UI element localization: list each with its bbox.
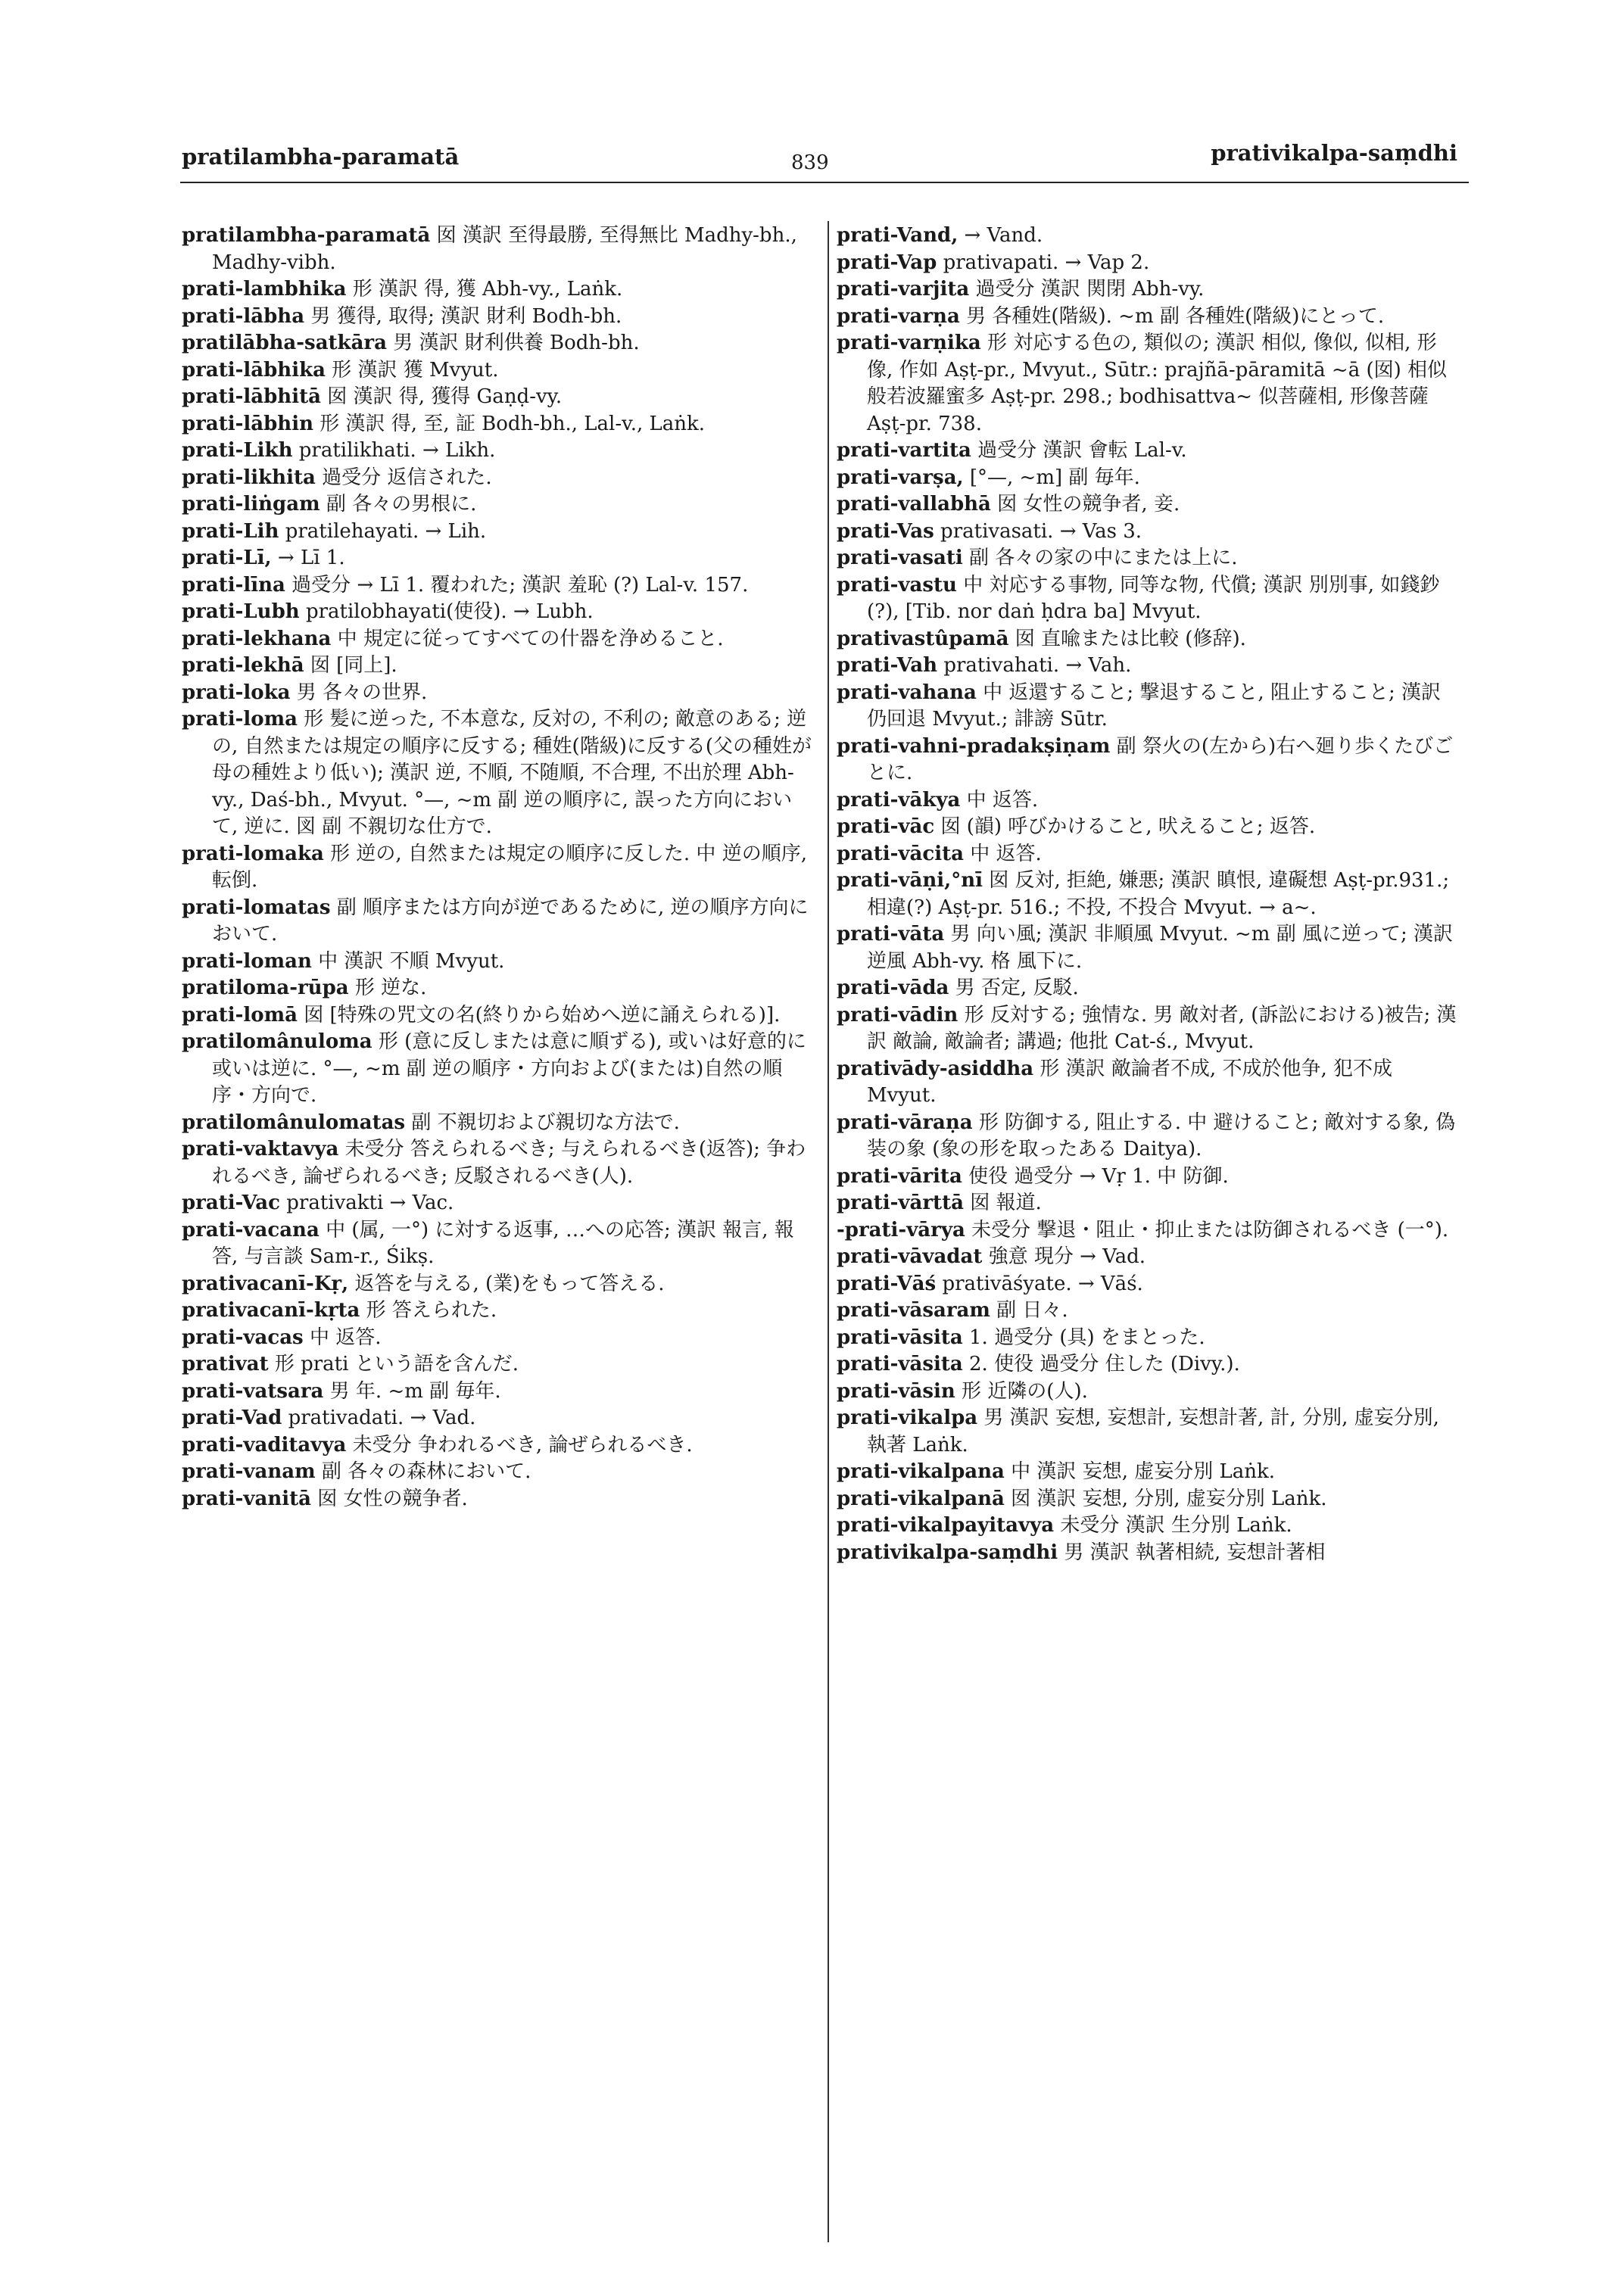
entry-headword: prati-vāsin: [837, 1379, 955, 1403]
entry-definition: 囡 漢訳 至得最勝, 至得無比 Madhy-bh., Madhy-vibh.: [212, 224, 797, 274]
dictionary-entry: [182, 491, 812, 519]
entry-definition: 過受分 漢訳 関閉 Abh-vy.: [975, 278, 1205, 301]
dictionary-entry: [182, 895, 812, 949]
dictionary-entry: [837, 787, 1461, 815]
dictionary-entry: [837, 921, 1461, 975]
entry-definition: 囡 女性の競争者.: [317, 1487, 468, 1510]
entry-headword: prati-vanam: [182, 1460, 316, 1483]
entry-definition: 過受分 返信された.: [322, 466, 492, 489]
dictionary-entry: [837, 1351, 1461, 1379]
entry-headword: prati-vikalpa: [837, 1407, 978, 1429]
entry-definition: 2. 使役 過受分 住した (Divy.).: [969, 1353, 1240, 1375]
entry-headword: prati-vahni-pradakṣiṇam: [837, 734, 1111, 758]
dictionary-entry: [837, 1405, 1461, 1459]
dictionary-entry: [182, 1432, 812, 1460]
entry-headword: prati-Lī,: [182, 547, 272, 569]
dictionary-entry: [837, 1325, 1461, 1352]
entry-definition: 未受分 撃退・阻止・抑止または防御されるべき (一°).: [971, 1218, 1449, 1242]
entry-definition: 副 各々の森林において.: [321, 1460, 531, 1483]
entry-definition: 形 漢訳 得, 獲 Abh-vy., Laṅk.: [352, 278, 623, 301]
entry-definition: prativadati. → Vad.: [288, 1407, 476, 1429]
entry-headword: prati-lābhika: [182, 358, 326, 382]
dictionary-entry: [182, 949, 812, 976]
entry-headword: prati-Likh: [182, 439, 293, 462]
entry-headword: pratilābha-satkāra: [182, 332, 387, 354]
dictionary-entry: [182, 706, 812, 841]
entry-headword: prati-Vāś: [837, 1272, 937, 1295]
dictionary-entry: [182, 1298, 812, 1325]
entry-definition: 中 返答.: [966, 788, 1039, 812]
entry-definition: prativakti → Vac.: [286, 1192, 454, 1214]
entry-definition: 囡 漢訳 妄想, 分別, 虚妄分別 Laṅk.: [1011, 1487, 1327, 1510]
entry-headword: pratilomânuloma: [182, 1030, 372, 1053]
entry-definition: 形 反対する; 強情な. 男 敵対者, (訴訟における)被告; 漢訳 敵論, 敵論者; 講過; 他批 Cat-ś., Mvyut.: [867, 1003, 1457, 1053]
entry-definition: 形 漢訳 獲 Mvyut.: [332, 358, 499, 382]
entry-headword: prati-lekhā: [182, 654, 304, 677]
entry-headword: prati-Vas: [837, 519, 934, 543]
entry-headword: prati-Vand,: [837, 224, 959, 247]
entry-headword: prati-liṅgam: [182, 493, 320, 516]
entry-definition: 過受分 → Lī 1. 覆われた; 漢訳 羞恥 (?) Lal-v. 157.: [291, 573, 749, 597]
dictionary-entry: [182, 1325, 812, 1352]
entry-definition: 未受分 争われるべき, 論ぜられるべき.: [352, 1433, 693, 1456]
entry-headword: prati-vāsita: [837, 1326, 963, 1349]
entry-definition: 男 漢訳 妄想, 妄想計, 妄想計著, 計, 分別, 虚妄分別, 執著 Laṅk.: [867, 1407, 1439, 1456]
entry-definition: prativāśyate. → Vāś.: [942, 1272, 1143, 1295]
entry-definition: 副 不親切および親切な方法で.: [411, 1111, 680, 1134]
dictionary-entry: [837, 250, 1461, 277]
dictionary-entry: [182, 572, 812, 600]
dictionary-entry: [837, 1164, 1461, 1191]
dictionary-entry: [837, 572, 1461, 626]
entry-definition: prativapati. → Vap 2.: [943, 251, 1150, 274]
entry-headword: prativastûpamā: [837, 627, 1009, 650]
entry-headword: prati-vārita: [837, 1164, 962, 1188]
entry-headword: prati-vallabhā: [837, 493, 991, 516]
dictionary-entry: [182, 330, 812, 357]
dictionary-entry: [837, 1056, 1461, 1110]
dictionary-entry: [837, 1540, 1461, 1567]
entry-headword: prati-vādin: [837, 1003, 959, 1027]
entry-definition: 囡 反対, 拒絶, 嫌悪; 漢訳 瞋恨, 違礙想 Aṣṭ-pr.931.; 相違(?) Aṣṭ-pr. 516.; 不投, 不投合 Mvyut. → a~.: [867, 869, 1450, 919]
entry-headword: prativādy-asiddha: [837, 1057, 1034, 1080]
entry-definition: 囡 (韻) 呼びかけること, 吠えること; 返答.: [940, 815, 1316, 838]
entry-definition: 副 各々の男根に.: [326, 493, 477, 516]
entry-headword: prati-varjita: [837, 278, 970, 301]
entry-headword: prati-lomatas: [182, 896, 331, 919]
entry-headword: prati-vahana: [837, 681, 977, 704]
dictionary-entry: [182, 1002, 812, 1030]
entry-headword: -prati-vārya: [837, 1218, 965, 1242]
entry-definition: 囡 漢訳 得, 獲得 Gaṇḍ-vy.: [327, 385, 563, 408]
entry-headword: prati-Lih: [182, 519, 279, 543]
entry-definition: 過受分 漢訳 會転 Lal-v.: [977, 439, 1187, 462]
entry-headword: prati-vikalpanā: [837, 1487, 1005, 1510]
dictionary-entry: [182, 519, 812, 546]
entry-headword: prati-vacana: [182, 1218, 320, 1242]
entry-headword: prati-vatsara: [182, 1379, 324, 1403]
entry-definition: 男 否定, 反駁.: [955, 977, 1079, 999]
entry-headword: prati-lambhika: [182, 278, 347, 301]
column-divider: [828, 221, 829, 2242]
entry-definition: 形 逆な.: [354, 977, 427, 999]
dictionary-entry: [837, 465, 1461, 492]
entry-headword: prati-vastu: [837, 573, 957, 597]
entry-definition: 形 漢訳 敵論者不成, 不成於他争, 犯不成 Mvyut.: [867, 1057, 1392, 1107]
dictionary-entry: [182, 384, 812, 411]
entry-headword: prativikalpa-saṃdhi: [837, 1541, 1058, 1564]
header-rule: [180, 182, 1469, 183]
dictionary-entry: [837, 626, 1461, 653]
entry-definition: 囡 [同上].: [310, 654, 397, 677]
entry-definition: 中 (属, 一°) に対する返事, …への応答; 漢訳 報言, 報答, 与言談 Sam-r., Śikṣ.: [212, 1218, 794, 1268]
entry-definition: 形 対応する色の, 類似の; 漢訳 相似, 像似, 似相, 形像, 作如 Aṣṭ-pr., Mvyut., Sūtr.: prajñā-pāramitā ~ā (囡) 相似般若波羅蜜多 Aṣṭ-pr. 298.; bodhisattva~ 似菩薩相, 形像菩薩 Aṣṭ-pr. 738.: [867, 332, 1448, 435]
entry-definition: 1. 過受分 (具) をまとった.: [969, 1326, 1205, 1349]
entry-definition: [°—, ~m] 副 毎年.: [969, 466, 1140, 489]
entry-headword: pratilambha-paramatā: [182, 224, 431, 247]
entry-headword: prati-lābha: [182, 304, 305, 328]
dictionary-entry: [837, 1271, 1461, 1298]
entry-headword: prati-vāc: [837, 815, 935, 838]
dictionary-entry: [182, 1110, 812, 1137]
entry-definition: 強意 現分 → Vad.: [988, 1245, 1146, 1268]
entry-headword: prati-varṇika: [837, 332, 981, 354]
entry-definition: 形 防御する, 阻止する. 中 避けること; 敵対する象, 偽装の象 (象の形を取ったある Daitya).: [867, 1111, 1456, 1161]
entry-definition: 囡 [特殊の咒文の名(終りから始めへ逆に誦えられる)].: [304, 1003, 781, 1027]
entry-headword: prati-Vac: [182, 1192, 280, 1214]
entry-definition: 副 日々.: [996, 1299, 1068, 1322]
entry-headword: prati-lomaka: [182, 842, 324, 865]
dictionary-entry: [837, 1486, 1461, 1513]
entry-definition: 形 髪に逆った, 不本意な, 反対の, 不利の; 敵意のある; 逆の, 自然または規定の順序に反する; 種姓(階級)に反する(父の種姓が母の種姓より低い); 漢訳 逆, 不順, 不随順, 不合理, 不出於理 Abh-vy., Daś-bh., Mvyut. °—, ~m 副 逆の順序に, 誤った方向において, 逆に. 図 副 不親切な仕方で.: [212, 708, 812, 838]
entry-definition: prativasati. → Vas 3.: [940, 519, 1142, 543]
entry-definition: 副 各々の家の中にまたは上に.: [969, 547, 1238, 569]
entry-definition: 男 漢訳 財利供養 Bodh-bh.: [393, 332, 640, 354]
entry-definition: 中 規定に従ってすべての什器を浄めること.: [337, 627, 724, 650]
dictionary-entry: [837, 491, 1461, 519]
entry-definition: 中 漢訳 妄想, 虚妄分別 Laṅk.: [1011, 1460, 1276, 1483]
entry-headword: pratiloma-rūpa: [182, 977, 349, 999]
entry-headword: prativacanī-kṛta: [182, 1299, 360, 1322]
page-number: 839: [791, 151, 829, 174]
dictionary-entry: [182, 1379, 812, 1406]
entry-definition: pratilobhayati(使役). → Lubh.: [305, 600, 594, 623]
dictionary-entry: [837, 1244, 1461, 1271]
entry-definition: 囡 直喩または比較 (修辞).: [1015, 627, 1246, 650]
entry-headword: prati-vanitā: [182, 1487, 311, 1510]
dictionary-entry: [837, 680, 1461, 734]
dictionary-entry: [837, 330, 1461, 438]
entry-definition: 形 漢訳 得, 至, 証 Bodh-bh., Lal-v., Laṅk.: [320, 412, 706, 435]
entry-headword: prati-likhita: [182, 466, 316, 489]
entry-headword: prati-lekhana: [182, 627, 332, 650]
entry-headword: prati-vācita: [837, 842, 964, 865]
entry-headword: prati-varṣa,: [837, 466, 964, 489]
dictionary-entry: [837, 1190, 1461, 1217]
entry-headword: prati-Vah: [837, 654, 938, 677]
entry-headword: prativat: [182, 1353, 269, 1375]
entry-definition: 中 返答.: [970, 842, 1042, 865]
entry-definition: 囡 女性の競争者, 妾.: [997, 493, 1180, 516]
dictionary-entry: [182, 304, 812, 331]
entry-definition: 未受分 漢訳 生分別 Laṅk.: [1060, 1514, 1292, 1537]
entry-headword: prati-Vap: [837, 251, 937, 274]
running-header-right: prativikalpa-saṃdhi: [1211, 140, 1457, 166]
dictionary-entry: [182, 1351, 812, 1379]
dictionary-entry: [837, 814, 1461, 841]
entry-definition: 形 prati という語を含んだ.: [274, 1353, 519, 1375]
dictionary-entry: [837, 519, 1461, 546]
dictionary-entry: [837, 653, 1461, 680]
dictionary-entry: [182, 1217, 812, 1271]
entry-definition: 形 (意に反しまたは意に順ずる), 或いは好意的に或いは逆に. °—, ~m 副 逆の順序・方向および(または)自然の順序・方向で.: [212, 1030, 806, 1107]
entry-headword: prati-loma: [182, 708, 298, 731]
dictionary-entry: [182, 626, 812, 653]
entry-headword: pratilomânulomatas: [182, 1111, 406, 1134]
dictionary-entry: [182, 465, 812, 492]
entry-headword: prati-vāda: [837, 977, 949, 999]
entry-headword: prati-vikalpana: [837, 1460, 1005, 1483]
entry-headword: prati-vārttā: [837, 1192, 964, 1214]
entry-headword: prati-Vad: [182, 1407, 282, 1429]
dictionary-entry: [182, 438, 812, 465]
entry-definition: → Vand.: [964, 224, 1043, 247]
entry-definition: 形 近隣の(人).: [962, 1379, 1088, 1403]
entry-headword: prati-vāsita: [837, 1353, 963, 1375]
entry-headword: prati-loka: [182, 681, 291, 704]
running-header-left: pratilambha-paramatā: [182, 144, 460, 170]
entry-headword: prati-vāṇi,°nī: [837, 869, 983, 892]
entry-headword: prati-vāsaram: [837, 1299, 990, 1322]
dictionary-entry: [837, 304, 1461, 331]
entry-definition: 男 各々の世界.: [296, 681, 428, 704]
entry-headword: prati-vaditavya: [182, 1433, 347, 1456]
entry-definition: 囡 報道.: [970, 1192, 1042, 1214]
dictionary-entry: [837, 545, 1461, 572]
dictionary-entry: [182, 411, 812, 438]
left-column: [182, 223, 812, 1513]
dictionary-entry: [182, 1029, 812, 1110]
dictionary-entry: [182, 653, 812, 680]
entry-headword: prati-vākya: [837, 788, 961, 812]
entry-headword: prati-vasati: [837, 547, 963, 569]
dictionary-entry: [837, 1217, 1461, 1245]
entry-definition: pratilehayati. → Lih.: [285, 519, 487, 543]
entry-headword: prati-lomā: [182, 1003, 298, 1027]
dictionary-entry: [182, 975, 812, 1002]
dictionary-entry: [182, 545, 812, 572]
dictionary-entry: [837, 223, 1461, 250]
entry-definition: prativahati. → Vah.: [943, 654, 1132, 677]
dictionary-entry: [837, 841, 1461, 868]
entry-headword: prati-vāraṇa: [837, 1111, 973, 1134]
entry-headword: prati-Lubh: [182, 600, 300, 623]
dictionary-entry: [837, 1459, 1461, 1486]
entry-definition: 中 返還すること; 撃退すること, 阻止すること; 漢訳 仍回退 Mvyut.; 誹謗 Sūtr.: [867, 681, 1441, 731]
entry-definition: 男 年. ~m 副 毎年.: [329, 1379, 501, 1403]
dictionary-entry: [182, 1136, 812, 1190]
entry-headword: prati-varṇa: [837, 304, 960, 328]
entry-definition: pratilikhati. → Likh.: [298, 439, 496, 462]
dictionary-entry: [182, 599, 812, 626]
entry-headword: prativacanī-Kṛ,: [182, 1272, 349, 1295]
dictionary-entry: [182, 1459, 812, 1486]
entry-definition: 男 向い風; 漢訳 非順風 Mvyut. ~m 副 風に逆って; 漢訳 逆風 Abh-vy. 格 風下に.: [867, 923, 1454, 973]
entry-headword: prati-lābhin: [182, 412, 313, 435]
entry-definition: 中 対応する事物, 同等な物, 代償; 漢訳 別別事, 如錢鈔(?), [Tib. nor daṅ ḥdra ba] Mvyut.: [867, 573, 1440, 623]
dictionary-entry: [837, 1379, 1461, 1406]
dictionary-entry: [182, 1190, 812, 1217]
entry-headword: prati-vāta: [837, 923, 945, 946]
dictionary-entry: [837, 438, 1461, 465]
entry-definition: → Lī 1.: [277, 547, 345, 569]
dictionary-entry: [837, 1298, 1461, 1325]
dictionary-entry: [837, 1002, 1461, 1056]
dictionary-entry: [182, 1271, 812, 1298]
entry-definition: 返答を与える, (業)をもって答える.: [354, 1272, 665, 1295]
dictionary-entry: [837, 734, 1461, 787]
entry-headword: prati-līna: [182, 573, 285, 597]
entry-headword: prati-vacas: [182, 1326, 304, 1349]
dictionary-entry: [182, 357, 812, 385]
entry-definition: 男 獲得, 取得; 漢訳 財利 Bodh-bh.: [310, 304, 622, 328]
entry-definition: 男 各種姓(階級). ~m 副 各種姓(階級)にとって.: [966, 304, 1385, 328]
entry-definition: 副 祭火の(左から)右へ廻り歩くたびごとに.: [867, 734, 1454, 784]
entry-headword: prati-vāvadat: [837, 1245, 983, 1268]
entry-headword: prati-vartita: [837, 439, 971, 462]
dictionary-entry: [182, 680, 812, 707]
dictionary-entry: [837, 1513, 1461, 1540]
entry-definition: 男 漢訳 執著相続, 妄想計著相: [1064, 1541, 1326, 1564]
entry-definition: 使役 過受分 → Vṛ 1. 中 防御.: [968, 1164, 1229, 1188]
entry-definition: 形 逆の, 自然または規定の順序に反した. 中 逆の順序, 転倒.: [212, 842, 807, 892]
right-column: [837, 223, 1461, 1566]
entry-headword: prati-vikalpayitavya: [837, 1514, 1055, 1537]
dictionary-entry: [182, 276, 812, 304]
dictionary-entry: [837, 868, 1461, 921]
entry-definition: 中 返答.: [309, 1326, 382, 1349]
dictionary-entry: [182, 841, 812, 895]
dictionary-entry: [182, 1486, 812, 1513]
dictionary-entry: [837, 975, 1461, 1002]
entry-headword: prati-loman: [182, 949, 312, 973]
entry-headword: prati-vaktavya: [182, 1138, 339, 1161]
dictionary-entry: [837, 276, 1461, 304]
dictionary-entry: [182, 223, 812, 276]
entry-definition: 形 答えられた.: [366, 1299, 497, 1322]
entry-definition: 副 順序または方向が逆であるために, 逆の順序方向において.: [212, 896, 809, 946]
entry-definition: 中 漢訳 不順 Mvyut.: [318, 949, 505, 973]
dictionary-entry: [837, 1110, 1461, 1164]
entry-headword: prati-lābhitā: [182, 385, 321, 408]
dictionary-entry: [182, 1405, 812, 1432]
entry-definition: 未受分 答えられるべき; 与えられるべき(返答); 争われるべき, 論ぜられるべき; 反駁されるべき(人).: [212, 1138, 806, 1188]
